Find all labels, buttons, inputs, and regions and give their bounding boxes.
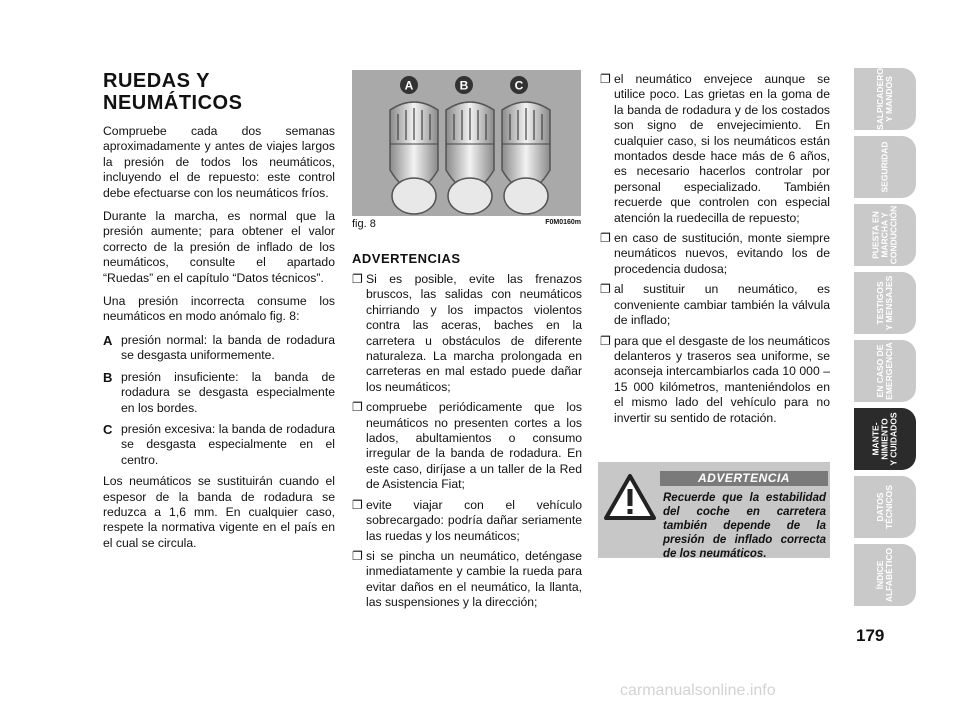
- column-1: [103, 124, 335, 559]
- bullet-item: ❐ para que el desgaste de los neumáticos delanteros y traseros sea uniforme, se aconseja intercambiarlos cada 10 000 – 15 000 kilómetros, manteniéndolos en el mismo lado del vehículo para no invertir su sentido de rotación.: [600, 333, 830, 425]
- item-letter: B: [103, 369, 113, 385]
- title-line-1: RUEDAS Y: [103, 70, 210, 92]
- bullet-item: ❐ Si es posible, evite las frenazos bruscos, las salidas con neumáticos chirriando y los impactos violentos contra las aceras, baches en la carretera u obstáculos de diferente naturaleza. La marcha prolongada en carreteras en mal estado puede dañar los neumáticos;: [352, 272, 582, 394]
- svg-text:B: B: [459, 78, 469, 93]
- bullet-item: ❐ el neumático envejece aunque se utilice poco. Las grietas en la goma de la banda de rodadura y de los costados son signo de envejecimiento. En cualquier caso, si los neumáticos están montados desde hace más de 6 años, es necesario hacerlos controlar por personal especializado. También recuerde que controlen con especial atención la ruedecilla de repuesto;: [600, 72, 830, 225]
- labeled-item-a: [103, 333, 335, 364]
- chapter-tab-label: SALPICADERO Y MANDOS: [875, 68, 894, 130]
- checkbox-icon: ❐: [352, 548, 363, 563]
- watermark: carmanualsonline.info: [620, 682, 776, 699]
- chapter-tab[interactable]: [854, 136, 916, 198]
- figure-caption: [352, 218, 581, 230]
- bullet-item: ❐ en caso de sustitución, monte siempre neumáticos nuevos, evitando los de procedencia dudosa;: [600, 231, 830, 276]
- labeled-item-c: [103, 422, 335, 468]
- column-2: [352, 272, 582, 616]
- item-text: presión normal: la banda de rodadura se desgasta uniformemente.: [121, 332, 335, 363]
- chapter-tab-label: ÍNDICE ALFABÉTICO: [875, 547, 894, 603]
- chapter-tab[interactable]: [854, 204, 916, 266]
- tire-illustration: [352, 70, 581, 216]
- chapter-tab-label: TESTIGOS Y MENSAJES: [875, 275, 894, 331]
- paragraph: Una presión incorrecta consume los neumáticos en modo anómalo fig. 8:: [103, 294, 335, 324]
- chapter-tab-label: EN CASO DE EMERGENCIA: [875, 342, 894, 400]
- warning-body: Recuerde que la estabilidad del coche en carretera también depende de la presión de inflado correcta de los neumáticos.: [663, 492, 826, 560]
- column-3: [600, 72, 830, 431]
- svg-text:C: C: [514, 78, 524, 93]
- chapter-tab-label: PUESTA EN MARCHA Y CONDUCCIÓN: [870, 205, 899, 265]
- svg-text:A: A: [404, 78, 414, 93]
- bullet-item: ❐ si se pincha un neumático, deténgase inmediatamente y cambie la rueda para evitar daños en el neumático, la llanta, las suspensiones y la dirección;: [352, 548, 582, 610]
- paragraph: Los neumáticos se sustituirán cuando el espesor de la banda de rodadura se reduzca a 1,6 mm. En cualquier caso, respete la normativa vigente en el país en el cual se circula.: [103, 474, 335, 550]
- figure-code: F0M0160m: [545, 219, 581, 226]
- chapter-tab[interactable]: [854, 272, 916, 334]
- warning-text: [608, 491, 826, 561]
- checkbox-icon: ❐: [600, 333, 611, 348]
- badge-a: [400, 76, 418, 94]
- chapter-tab[interactable]: [854, 408, 916, 470]
- checkbox-icon: ❐: [352, 400, 363, 415]
- checkbox-icon: ❐: [600, 72, 611, 86]
- labeled-item-b: [103, 370, 335, 416]
- item-letter: C: [103, 421, 113, 437]
- chapter-tab[interactable]: [854, 340, 916, 402]
- section-title: [103, 70, 343, 114]
- checkbox-icon: ❐: [600, 282, 611, 297]
- chapter-tab-label: MANTE- NIMIENTO Y CUIDADOS: [870, 412, 899, 466]
- badge-b: [455, 76, 473, 94]
- page-number: 179: [856, 626, 885, 645]
- bullet-item: ❐ compruebe periódicamente que los neumáticos no presenten cortes a los lados, abultamientos o consumo irregular de la banda de rodadura. En este caso, diríjase a un taller de la Red de Asistencia Fiat;: [352, 400, 582, 492]
- chapter-tab-label: DATOS TÉCNICOS: [875, 485, 894, 529]
- chapter-tab[interactable]: [854, 544, 916, 606]
- checkbox-icon: ❐: [600, 231, 611, 246]
- paragraph: Compruebe cada dos semanas aproximadamente y antes de viajes largos la presión de todos los neumáticos, incluyendo el de repuesto: este control debe efectuarse con los neumáticos fríos.: [103, 124, 335, 200]
- item-text: presión excesiva: la banda de rodadura se desgasta especialmente en el centro.: [121, 421, 335, 467]
- checkbox-icon: ❐: [352, 272, 363, 286]
- paragraph: Durante la marcha, es normal que la presión aumente; para obtener el valor correcto de la presión de inflado de los neumáticos, consulte el apartado “Ruedas” en el capítulo “Datos técnicos”.: [103, 209, 335, 285]
- item-letter: A: [103, 332, 113, 348]
- checkbox-icon: ❐: [352, 497, 363, 512]
- figure-label: fig. 8: [352, 218, 376, 230]
- tire-b: [446, 102, 494, 214]
- bullet-item: ❐ al sustituir un neumático, es conveniente cambiar también la válvula de inflado;: [600, 282, 830, 328]
- badge-c: [510, 76, 528, 94]
- item-text: presión insuficiente: la banda de rodadura se desgasta especialmente en los bordes.: [121, 369, 335, 415]
- chapter-tab[interactable]: [854, 476, 916, 538]
- title-line-2: NEUMÁTICOS: [103, 92, 243, 114]
- advertencias-heading: ADVERTENCIAS: [352, 251, 461, 266]
- chapter-tab[interactable]: [854, 68, 916, 130]
- tire-c: [502, 102, 550, 214]
- chapter-tab-label: SEGURIDAD: [879, 141, 890, 193]
- tire-wear-figure: [352, 70, 581, 216]
- warning-heading: ADVERTENCIA: [660, 471, 828, 486]
- tire-a: [390, 102, 438, 214]
- bullet-item: ❐ evite viajar con el vehículo sobrecargado: podría dañar seriamente las ruedas y los neumáticos;: [352, 497, 582, 543]
